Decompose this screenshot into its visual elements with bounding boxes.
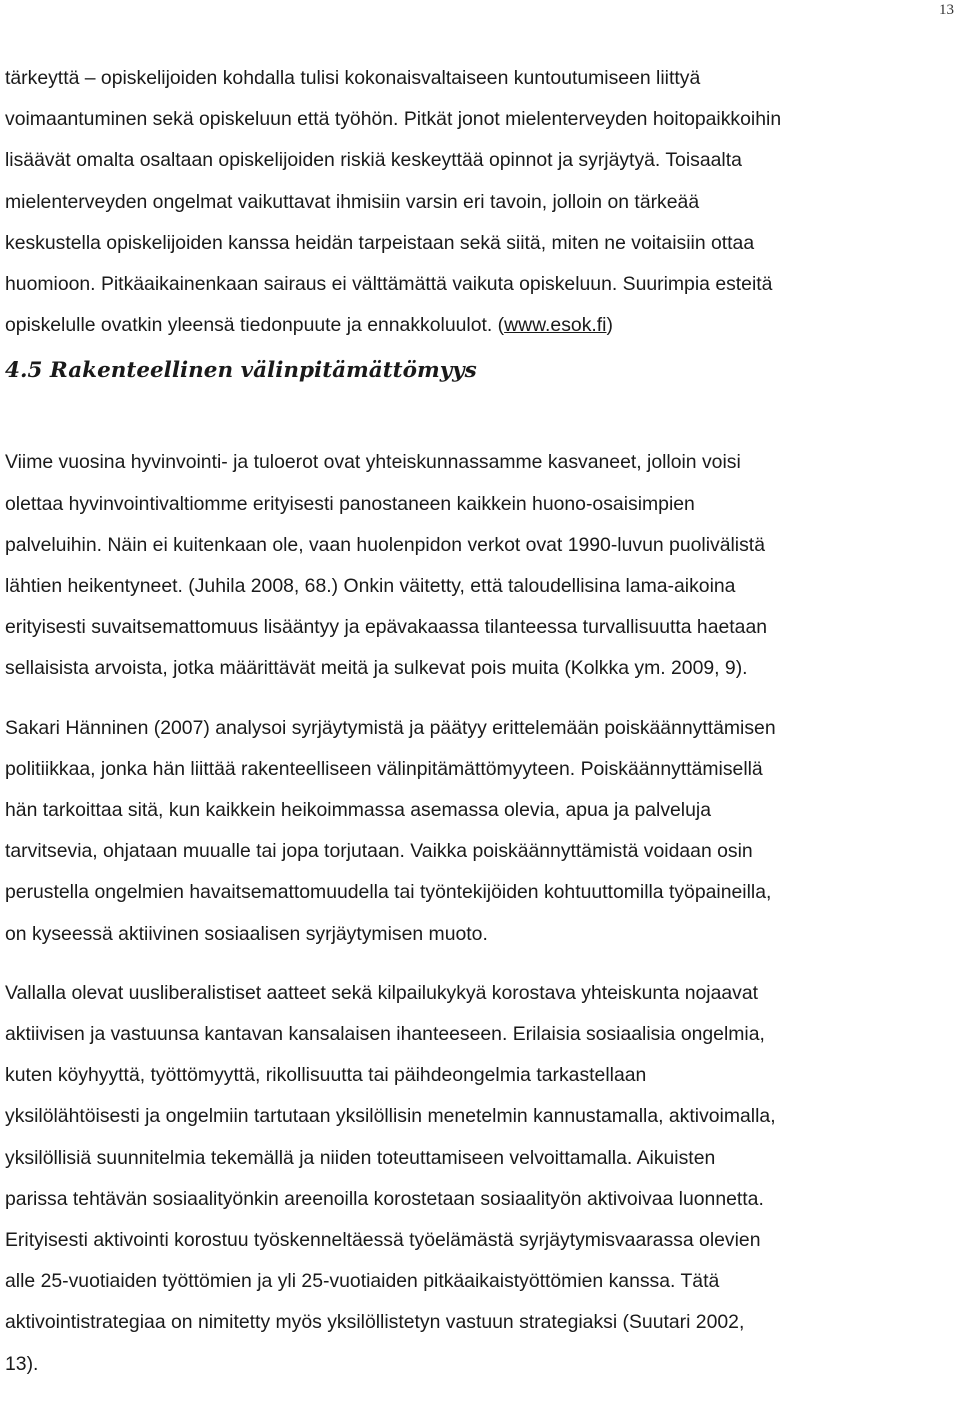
text-line: aktiivisen ja vastuunsa kantavan kansalaisen ihanteeseen. Erilaisia sosiaalisia ongelmia, <box>5 1023 765 1046</box>
text-line: mielenterveyden ongelmat vaikuttavat ihmisiin varsin eri tavoin, jolloin on tärkeää <box>5 190 700 213</box>
text-line: lähtien heikentyneet. (Juhila 2008, 68.) Onkin väitetty, että taloudellisina lama-aikoina <box>5 575 736 598</box>
paragraph-1 <box>5 58 955 346</box>
text-line: tarvitsevia, ohjataan muualle tai jopa torjutaan. Vaikka poiskäännyttämistä voidaan osin <box>5 840 753 863</box>
esok-link[interactable]: www.esok.fi <box>504 314 607 337</box>
text-line: keskustella opiskelijoiden kanssa heidän tarpeistaan sekä siitä, miten ne voitaisiin ottaa <box>5 231 755 254</box>
text-segment: ) <box>606 314 613 337</box>
text-line: politiikkaa, jonka hän liittää rakenteelliseen välinpitämättömyyteen. Poiskäännyttämisellä <box>5 757 763 780</box>
text-line: perustella ongelmien havaitsemattomuudella tai työntekijöiden kohtuuttomilla työpaineilla, <box>5 881 772 904</box>
text-line: Vallalla olevat uusliberalistiset aatteet sekä kilpailukykyä korostava yhteiskunta nojaavat <box>5 981 759 1004</box>
text-line: tärkeyttä – opiskelijoiden kohdalla tulisi kokonaisvaltaiseen kuntoutumiseen liittyä <box>5 67 701 89</box>
text-line: kuten köyhyyttä, työttömyyttä, rikollisuutta tai päihdeongelmia tarkastellaan <box>5 1064 647 1087</box>
text-line: yksilölähtöisesti ja ongelmiin tartutaan yksilöllisin menetelmin kannustamalla, aktivoimalla, <box>5 1105 776 1128</box>
text-line: hän tarkoittaa sitä, kun kaikkein heikoimmassa asemassa olevia, apua ja palveluja <box>5 799 711 822</box>
text-line: Viime vuosina hyvinvointi- ja tuloerot ovat yhteiskunnassamme kasvaneet, jolloin voisi <box>5 451 741 474</box>
text-line: lisäävät omalta osaltaan opiskelijoiden riskiä keskeyttää opinnot ja syrjäytyä. Toisaalta <box>5 149 742 172</box>
text-line-with-link <box>5 305 955 346</box>
text-line: on kyseessä aktiivinen sosiaalisen syrjäytymisen muoto. <box>5 922 488 945</box>
text-line: aktivointistrategiaa on nimitetty myös yksilöllistetyn vastuun strategiaksi (Suutari 2002, <box>5 1311 745 1334</box>
text-segment: opiskelulle ovatkin yleensä tiedonpuute ja ennakkoluulot. ( <box>5 314 505 337</box>
text-line: sellaisista arvoista, jotka määrittävät meitä ja sulkevat pois muita (Kolkka ym. 2009, 9). <box>5 657 748 680</box>
text-line: Erityisesti aktivointi korostuu työskenneltäessä työelämästä syrjäytymisvaarassa olevien <box>5 1229 761 1252</box>
text-line: palveluihin. Näin ei kuitenkaan ole, vaan huolenpidon verkot ovat 1990-luvun puolivälistä <box>5 533 765 556</box>
text-line: huomioon. Pitkäaikainenkaan sairaus ei välttämättä vaikuta opiskeluun. Suurimpia esteitä <box>5 273 773 296</box>
text-line: voimaantuminen sekä opiskeluun että työhön. Pitkät jonot mielenterveyden hoitopaikkoihin <box>5 108 782 131</box>
paragraph-2 <box>5 442 955 689</box>
paragraph-4 <box>5 973 955 1385</box>
text-line: alle 25-vuotiaiden työttömien ja yli 25-vuotiaiden pitkäaikaistyöttömien kanssa. Tätä <box>5 1270 720 1293</box>
document-body <box>5 58 955 1385</box>
paragraph-3 <box>5 708 955 955</box>
text-line: erityisesti suvaitsemattomuus lisääntyy ja epävakaassa tilanteessa turvallisuutta haetaan <box>5 616 768 639</box>
text-line: olettaa hyvinvointivaltiomme erityisesti panostaneen kaikkein huono-osaisimpien <box>5 492 695 515</box>
text-line: 13). <box>5 1352 39 1375</box>
text-line: parissa tehtävän sosiaalityönkin areenoilla korostetaan sosiaalityön aktivoivaa luonnetta. <box>5 1187 764 1210</box>
text-line: yksilöllisiä suunnitelmia tekemällä ja niiden toteuttamiseen velvoittamalla. Aikuisten <box>5 1146 716 1169</box>
page-number: 13 <box>939 2 954 18</box>
text-line: Sakari Hänninen (2007) analysoi syrjäytymistä ja päätyy erittelemään poiskäännyttämisen <box>5 716 776 739</box>
section-heading: 4.5 Rakenteellinen välinpitämättömyys <box>5 358 477 384</box>
